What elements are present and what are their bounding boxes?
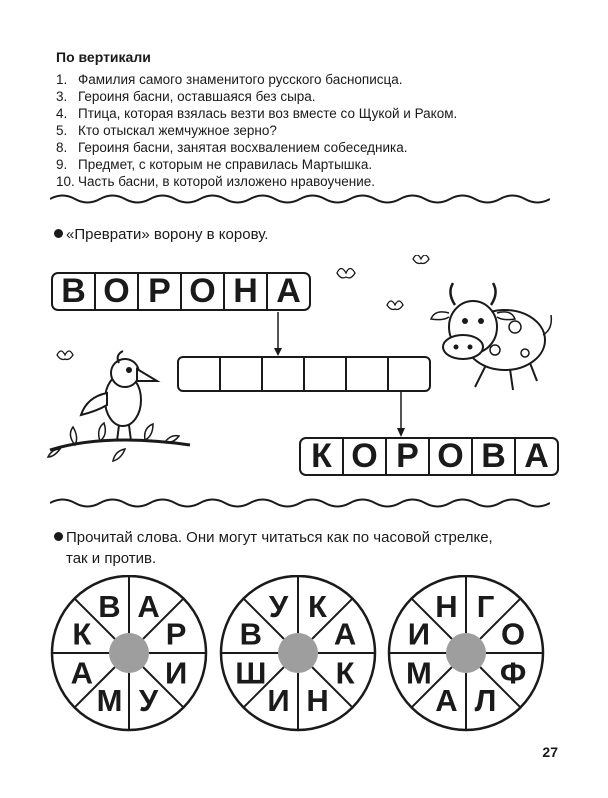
wheel-letter: А <box>333 616 357 652</box>
wheel-letter: Ф <box>499 655 527 691</box>
clue-item: 10. Часть басни, в которой изложено нравоучение. <box>56 174 376 189</box>
wheel-letter: У <box>268 588 289 624</box>
wheel-letter: Г <box>476 588 495 624</box>
letter-cell: Р <box>139 274 182 309</box>
wheel-letter: Ш <box>235 655 267 691</box>
letter-cell: А <box>276 272 301 310</box>
wheel-letter: К <box>308 588 327 624</box>
cow-illustration <box>325 255 555 400</box>
wheel-letter: Н <box>435 588 458 624</box>
wheel-letter: Л <box>474 683 497 719</box>
wheel-letter: В <box>98 588 121 624</box>
wheel-letter: А <box>435 683 458 719</box>
letter-wheels <box>0 575 608 735</box>
clues-heading: По вертикали <box>56 49 151 65</box>
letter-wheel <box>52 576 206 730</box>
wavy-divider <box>50 192 550 206</box>
task-word-ladder: «Преврати» ворону в корову. <box>54 224 268 245</box>
wheel-letter: М <box>96 683 123 719</box>
blank-cell[interactable] <box>221 358 263 390</box>
letter-cell: О <box>182 274 225 309</box>
wheel-letter: И <box>164 655 188 691</box>
wheel-letter: Н <box>306 683 329 719</box>
letter-cell: А <box>524 437 549 475</box>
clue-item: 4. Птица, которая взялась везти воз вместе со Щукой и Раком. <box>56 106 458 121</box>
letter-cell: О <box>96 274 139 309</box>
start-word <box>51 272 311 311</box>
letter-cell: О <box>344 439 387 474</box>
crow-illustration <box>45 345 195 465</box>
letter-cell: В <box>473 439 516 474</box>
wheel-letter: М <box>405 655 432 691</box>
wheel-letter: В <box>239 616 263 652</box>
letter-cell: Н <box>225 274 268 309</box>
letter-cell: О <box>430 439 473 474</box>
arrow-head-icon <box>397 428 405 437</box>
wheel-letter: И <box>407 616 431 652</box>
letter-cell: В <box>53 274 96 309</box>
task-read-words: Прочитай слова. Они могут читаться как по часовой стрелке, так и против. <box>54 527 493 569</box>
wheel-letter: К <box>335 655 355 691</box>
letter-wheel <box>221 576 375 730</box>
wheel-letter: Р <box>165 616 187 652</box>
wheel-letter: О <box>501 616 526 652</box>
end-word <box>299 437 559 476</box>
blank-cell[interactable] <box>263 358 305 390</box>
bullet-icon <box>54 229 63 238</box>
clue-item: 8. Героиня басни, занятая восхвалением собеседника. <box>56 140 408 155</box>
clue-item: 9. Предмет, с которым не справилась Мартышка. <box>56 157 373 172</box>
wheel-letter: И <box>267 683 290 719</box>
letter-wheel <box>389 576 543 730</box>
letter-cell: К <box>301 439 344 474</box>
wheel-center <box>446 633 486 673</box>
wheel-center <box>278 633 318 673</box>
clue-item: 3. Героиня басни, оставшаяся без сыра. <box>56 89 316 104</box>
wheel-letter: У <box>138 683 159 719</box>
wheel-letter: К <box>72 616 92 652</box>
letter-cell: Р <box>387 439 430 474</box>
wheel-center <box>109 633 149 673</box>
clue-item: 5. Кто отыскал жемчужное зерно? <box>56 123 277 138</box>
arrow-head-icon <box>274 348 282 356</box>
clue-item: 1. Фамилия самого знаменитого русского баснописца. <box>56 72 403 87</box>
wheel-letter: А <box>137 588 160 624</box>
bullet-icon <box>54 532 63 541</box>
wavy-divider <box>50 496 550 510</box>
page-number: 27 <box>542 744 558 760</box>
wheel-letter: А <box>70 655 94 691</box>
